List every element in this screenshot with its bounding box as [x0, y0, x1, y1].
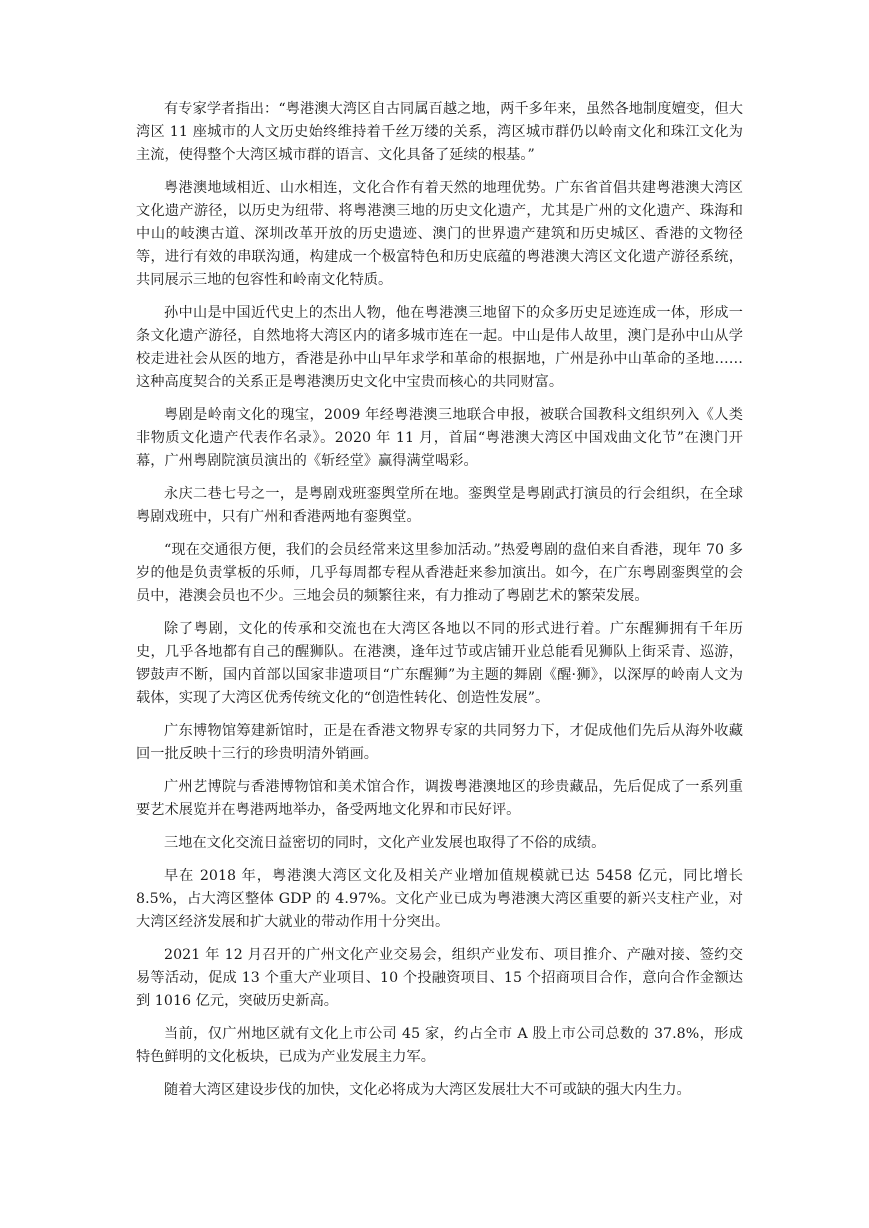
- paragraph-12: 2021 年 12 月召开的广州文化产业交易会，组织产业发布、项目推介、产融对接、签约交易等活动，促成 13 个重大产业项目、10 个投融资项目、15 个招商项目合作，意向合作金额达到 1016 亿元，突破历史新高。: [136, 947, 743, 1009]
- paragraph-5: 永庆二巷七号之一，是粤剧戏班銮舆堂所在地。銮舆堂是粤剧武打演员的行会组织，在全球粤剧戏班中，只有广州和香港两地有銮舆堂。: [136, 486, 743, 525]
- paragraph-13: 当前，仅广州地区就有文化上市公司 45 家，约占全市 A 股上市公司总数的 37.8%，形成特色鲜明的文化板块，已成为产业发展主力军。: [136, 1026, 743, 1065]
- paragraph-7: 除了粤剧，文化的传承和交流也在大湾区各地以不同的形式进行着。广东醒狮拥有千年历史，几乎各地都有自己的醒狮队。在港澳，逢年过节或店铺开业总能看见狮队上街采青、巡游，锣鼓声不断，国内首部以国家非遗项目“广东醒狮”为主题的舞剧《醒·狮》，以深厚的岭南人文为载体，实现了大湾区优秀传统文化的“创造性转化、创造性发展”。: [136, 621, 743, 706]
- paragraph-8: 广东博物馆筹建新馆时，正是在香港文物界专家的共同努力下，才促成他们先后从海外收藏回一批反映十三行的珍贵明清外销画。: [136, 723, 743, 762]
- paragraph-10: 三地在文化交流日益密切的同时，文化产业发展也取得了不俗的成绩。: [164, 835, 606, 851]
- paragraph-14: 随着大湾区建设步伐的加快，文化必将成为大湾区发展壮大不可或缺的强大内生力。: [164, 1082, 691, 1098]
- paragraph-2: 粤港澳地域相近、山水相连，文化合作有着天然的地理优势。广东省首倡共建粤港澳大湾区文化遗产游径，以历史为纽带、将粤港澳三地的历史文化遗产，尤其是广州的文化遗产、珠海和中山的岐澳古道、深圳改革开放的历史遗迹、澳门的世界遗产建筑和历史城区、香港的文物径等，进行有效的串联沟通，构建成一个极富特色和历史底蕴的粤港澳大湾区文化遗产游径系统，共同展示三地的包容性和岭南文化特质。: [136, 180, 743, 288]
- document-body: [136, 98, 743, 1112]
- paragraph-4: 粤剧是岭南文化的瑰宝，2009 年经粤港澳三地联合申报，被联合国教科文组织列入《人类非物质文化遗产代表作名录》。2020 年 11 月，首届“粤港澳大湾区中国戏曲文化节”在澳门开幕，广州粤剧院演员演出的《斩经堂》赢得满堂喝彩。: [136, 407, 743, 469]
- paragraph-6: “现在交通很方便，我们的会员经常来这里参加活动。”热爱粤剧的盘伯来自香港，现年 70 多岁的他是负责掌板的乐师，几乎每周都专程从香港赶来参加演出。如今，在广东粤剧銮舆堂的会员中，港澳会员也不少。三地会员的频繁往来，有力推动了粤剧艺术的繁荣发展。: [136, 542, 743, 604]
- paragraph-3: 孙中山是中国近代史上的杰出人物，他在粤港澳三地留下的众多历史足迹连成一体，形成一条文化遗产游径，自然地将大湾区内的诸多城市连在一起。中山是伟人故里，澳门是孙中山从学校走进社会从医的地方，香港是孙中山早年求学和革命的根据地，广州是孙中山革命的圣地……这种高度契合的关系正是粤港澳历史文化中宝贵而核心的共同财富。: [136, 305, 743, 390]
- paragraph-11: 早在 2018 年，粤港澳大湾区文化及相关产业增加值规模就已达 5458 亿元，同比增长 8.5%，占大湾区整体 GDP 的 4.97%。文化产业已成为粤港澳大湾区重要的新兴支柱产业，对大湾区经济发展和扩大就业的带动作用十分突出。: [136, 868, 743, 930]
- paragraph-1: 有专家学者指出：“粤港澳大湾区自古同属百越之地，两千多年来，虽然各地制度嬗变，但大湾区 11 座城市的人文历史始终维持着千丝万缕的关系，湾区城市群仍以岭南文化和珠江文化为主流，使得整个大湾区城市群的语言、文化具备了延续的根基。”: [136, 101, 743, 163]
- paragraph-9: 广州艺博院与香港博物馆和美术馆合作，调拨粤港澳地区的珍贵藏品，先后促成了一系列重要艺术展览并在粤港两地举办，备受两地文化界和市民好评。: [136, 779, 743, 818]
